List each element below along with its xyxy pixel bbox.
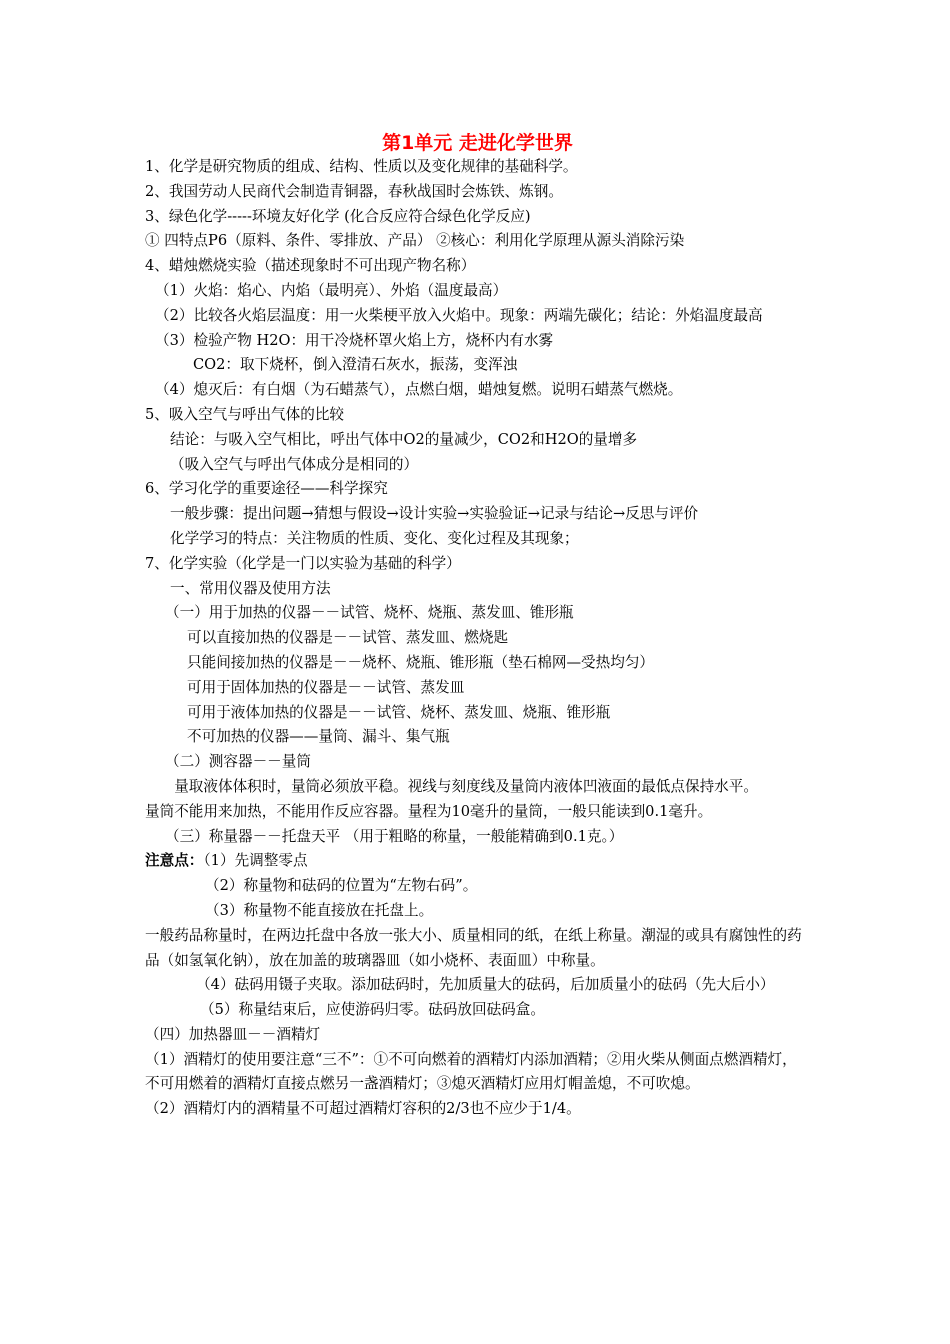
line-text: （5）称量结束后，应使游码归零。砝码放回砝码盒。 <box>200 1001 545 1019</box>
line-text: （1）先调整零点 <box>203 852 308 870</box>
line-text: 量取液体体积时，量筒必须放平稳。视线与刻度线及量筒内液体凹液面的最低点保持水平。 <box>145 777 758 795</box>
bold-label: 注意点： <box>145 852 204 870</box>
line-text: 只能间接加热的仪器是－－烧杯、烧瓶、锥形瓶（垫石棉网—受热均匀） <box>187 653 655 671</box>
text-line <box>145 601 810 626</box>
text-line <box>145 353 810 378</box>
text-line <box>145 428 810 453</box>
line-text: 结论：与吸入空气相比，呼出气体中O2的量减少，CO2和H2O的量增多 <box>170 430 638 448</box>
line-text: 化学学习的特点：关注物质的性质、变化、变化过程及其现象； <box>170 529 579 547</box>
text-line <box>145 899 810 924</box>
line-text: （四）加热器皿－－酒精灯 <box>145 1025 321 1043</box>
text-line <box>145 378 810 403</box>
line-text: （4）砝码用镊子夹取。添加砝码时，先加质量大的砝码，后加质量小的砝码（先大后小） <box>145 976 775 994</box>
text-line <box>145 701 810 726</box>
line-text: 不可加热的仪器——量筒、漏斗、集气瓶 <box>187 728 450 746</box>
text-line <box>145 849 810 874</box>
text-line <box>145 477 810 502</box>
document-body <box>145 155 810 1122</box>
text-line <box>145 924 810 974</box>
line-text: （1）火焰：焰心、内焰（最明亮）、外焰（温度最高） <box>155 281 508 299</box>
text-line <box>145 998 810 1023</box>
text-line <box>145 527 810 552</box>
text-line <box>145 825 810 850</box>
text-line <box>145 874 810 899</box>
text-line <box>145 205 810 230</box>
line-text: （二）测容器－－量筒 <box>165 753 311 771</box>
line-text: 6、学习化学的重要途径——科学探究 <box>145 480 388 498</box>
text-line <box>145 775 810 800</box>
page-title: 第1单元 走进化学世界 <box>382 132 573 154</box>
document-page <box>145 131 810 1122</box>
line-text: ① 四特点P6（原料、条件、零排放、产品） ②核心：利用化学原理从源头消除污染 <box>145 232 685 250</box>
text-line <box>145 725 810 750</box>
line-text: （吸入空气与呼出气体成分是相同的） <box>170 455 419 473</box>
line-text: 2、我国劳动人民商代会制造青铜器，春秋战国时会炼铁、炼钢。 <box>145 182 563 200</box>
line-text: 7、化学实验（化学是一门以实验为基础的科学） <box>145 554 461 572</box>
line-text: （2）称量物和砝码的位置为“左物右码”。 <box>205 877 478 895</box>
text-line <box>145 676 810 701</box>
text-line <box>145 973 810 998</box>
line-text: （一）用于加热的仪器－－试管、烧杯、烧瓶、蒸发皿、锥形瓶 <box>165 604 574 622</box>
line-text: （2）酒精灯内的酒精量不可超过酒精灯容积的2/3也不应少于1/4。 <box>145 1100 581 1118</box>
text-line <box>145 155 810 180</box>
line-text: （三）称量器－－托盘天平 （用于粗略的称量，一般能精确到0.1克。） <box>165 827 624 845</box>
text-line <box>145 552 810 577</box>
text-line <box>145 403 810 428</box>
line-text: （3）称量物不能直接放在托盘上。 <box>205 901 434 919</box>
text-line <box>145 651 810 676</box>
line-text: （4）熄灭后：有白烟（为石蜡蒸气），点燃白烟，蜡烛复燃。说明石蜡蒸气燃烧。 <box>155 381 683 399</box>
text-line <box>145 750 810 775</box>
text-line <box>145 329 810 354</box>
line-text: 4、蜡烛燃烧实验（描述现象时不可出现产物名称） <box>145 257 476 275</box>
line-text: 3、绿色化学-----环境友好化学 (化合反应符合绿色化学反应) <box>145 207 531 225</box>
line-text: （3）检验产物 H2O：用干冷烧杯罩火焰上方，烧杯内有水雾 <box>155 331 554 349</box>
line-text: 一般药品称量时，在两边托盘中各放一张大小、质量相同的纸，在纸上称量。潮湿的或具有腐蚀性的药品（如氢氧化钠），放在加盖的玻璃器皿（如小烧杯、表面皿）中称量。 <box>145 926 802 969</box>
text-line <box>145 229 810 254</box>
text-line <box>145 1048 810 1098</box>
text-line <box>145 1023 810 1048</box>
text-line <box>145 453 810 478</box>
text-line <box>145 304 810 329</box>
line-text: 5、吸入空气与呼出气体的比较 <box>145 405 345 423</box>
text-line <box>145 800 810 825</box>
line-text: 1、化学是研究物质的组成、结构、性质以及变化规律的基础科学。 <box>145 158 578 175</box>
text-line <box>145 180 810 205</box>
line-text: 一、常用仪器及使用方法 <box>170 579 331 597</box>
text-line <box>145 1097 810 1122</box>
line-text: 一般步骤：提出问题→猜想与假设→设计实验→实验验证→记录与结论→反思与评价 <box>170 505 699 523</box>
line-text: 可以直接加热的仪器是－－试管、蒸发皿、燃烧匙 <box>187 629 509 647</box>
text-line <box>145 254 810 279</box>
line-text: （1）酒精灯的使用要注意“三不”：①不可向燃着的酒精灯内添加酒精；②用火柴从侧面点燃酒精灯，不可用燃着的酒精灯直接点燃另一盏酒精灯；③熄灭酒精灯应用灯帽盖熄，不可吹熄。 <box>145 1050 797 1093</box>
line-text: 量筒不能用来加热，不能用作反应容器。量程为10毫升的量筒，一般只能读到0.1毫升。 <box>145 802 713 820</box>
text-line <box>145 577 810 602</box>
line-text: （2）比较各火焰层温度：用一火柴梗平放入火焰中。现象：两端先碳化；结论：外焰温度最高 <box>155 306 763 324</box>
line-text: 可用于液体加热的仪器是－－试管、烧杯、蒸发皿、烧瓶、锥形瓶 <box>187 703 611 721</box>
text-line <box>145 279 810 304</box>
line-text: 可用于固体加热的仪器是－－试管、蒸发皿 <box>187 678 465 696</box>
text-line <box>145 626 810 651</box>
text-line <box>145 502 810 527</box>
line-text: CO2：取下烧杯，倒入澄清石灰水，振荡，变浑浊 <box>193 356 518 374</box>
